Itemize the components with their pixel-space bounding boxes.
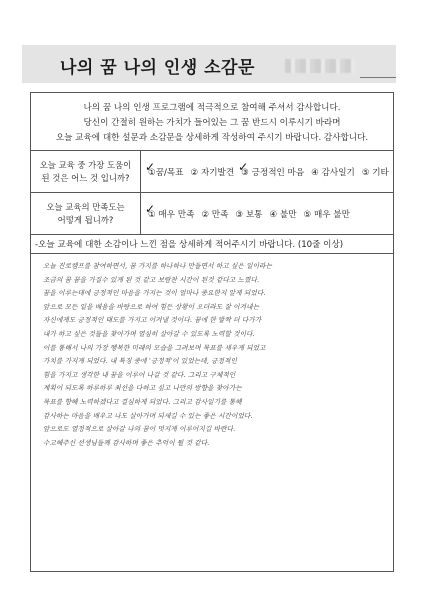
option-group (147, 151, 389, 193)
handwritten-line: 이를 통해서 나의 가장 행복한 미래의 모습을 그려보며 목표를 세우게 되었고 (43, 343, 266, 352)
name-underline (360, 77, 396, 78)
option-group (147, 193, 350, 235)
intro-text (31, 101, 393, 146)
handwritten-line: 자신에게도 긍정적인 태도를 가지고 이겨낼 것이다. 꿈에 한 발짝 더 다가가 (43, 316, 262, 325)
handwritten-line: 계획이 되도록 하루하루 최선을 다하고 싶고 나만의 방향을 찾아가는 (43, 384, 242, 393)
option-item[interactable]: ⑤ 기타 (361, 168, 389, 178)
handwritten-line: 앞으로도 열정적으로 살아갈 나의 꿈이 멋지게 이루어지길 바란다. (43, 425, 236, 434)
question-label-line: 어떻게 됩니까? (57, 215, 114, 225)
option-item[interactable]: ② 자기발견 (190, 168, 235, 178)
intro-line: 당신이 간절히 원하는 가치가 들어있는 그 꿈 반드시 이루시기 바라며 (83, 118, 341, 128)
redacted-name (285, 59, 355, 73)
option-item[interactable]: ✓ ①꿈/목표 (147, 166, 184, 178)
handwritten-line: 앞으로 모든 일을 배움을 바탕으로 하여 힘든 상황이 오더라도 잘 이겨내는 (43, 302, 260, 311)
handwritten-line: 힘을 가지고 생각한 내 꿈을 이루어 나갈 것 같다. 그리고 구체적인 (43, 370, 236, 379)
option-item[interactable]: ③ 보통 (235, 210, 263, 220)
handwritten-line: 꿈을 이루는데에 긍정적인 마음을 가지는 것이 얼마나 중요한지 알게 되었다. (43, 289, 266, 298)
option-item[interactable]: ✓ ① 매우 만족 (147, 208, 194, 220)
intro-line: 나의 꿈 나의 인생 프로그램에 적극적으로 참여해 주셔서 감사합니다. (83, 103, 341, 113)
question-helpful (31, 150, 393, 193)
question-label-line: 된 것은 어느 것 입니까? (41, 173, 130, 183)
handwritten-line: 목표를 향해 노력하겠다고 결심하게 되었다. 그리고 감사일기를 통해 (43, 397, 242, 406)
question-label (31, 193, 141, 235)
option-item[interactable]: ✓ ③ 긍정적인 마음 (240, 166, 304, 178)
question-satisfaction (31, 192, 393, 235)
handwritten-line: 오늘 진로캠프를 참여하면서, 꿈 가지를 하나하나 만들면서 하고 싶은 일이라는 (43, 262, 272, 270)
handwritten-line: 수고해주신 선생님들께 감사하며 좋은 추억이 될 것 같다. (43, 438, 210, 447)
question-label-line: 오늘 교육의 만족도는 (46, 202, 125, 212)
handwritten-line: 가치를 가지게 되었다. 내 특징 중에 '긍정적'이 있었는데, 긍정적인 (43, 357, 237, 366)
essay-prompt: -오늘 교육에 대한 소감이나 느낀 점을 상세하게 적어주시기 바랍니다. (10줄 이상) (31, 234, 393, 254)
option-item[interactable]: ④ 불만 (269, 210, 297, 220)
survey-form (30, 92, 394, 572)
handwritten-line: 내가 하고 싶은 것들을 찾아가며 열심히 살아갈 수 있도록 노력할 것이다. (43, 329, 255, 338)
handwritten-line: 감사하는 마음을 배우고 나도 살아가며 되새길 수 있는 좋은 시간이었다. (43, 411, 253, 420)
option-item[interactable]: ④ 감사일기 (311, 168, 355, 178)
option-item[interactable]: ② 만족 (201, 210, 229, 220)
question-label-line: 오늘 교육 중 가장 도움이 (39, 160, 132, 170)
intro-line: 오늘 교육에 대한 설문과 소감문을 상세하게 작성하여 주시기 바랍니다. 감사합니다. (55, 133, 369, 143)
handwritten-response (43, 260, 383, 450)
page-title: 나의 꿈 나의 인생 소감문 (60, 58, 255, 78)
handwritten-line: 조금의 꿈 꿈을 가질수 있게 된 것 같고 보람찬 시간이 된것 같다고 느꼈다. (43, 275, 260, 284)
question-label (31, 151, 141, 193)
option-item[interactable]: ⑤ 매우 불만 (303, 210, 350, 220)
